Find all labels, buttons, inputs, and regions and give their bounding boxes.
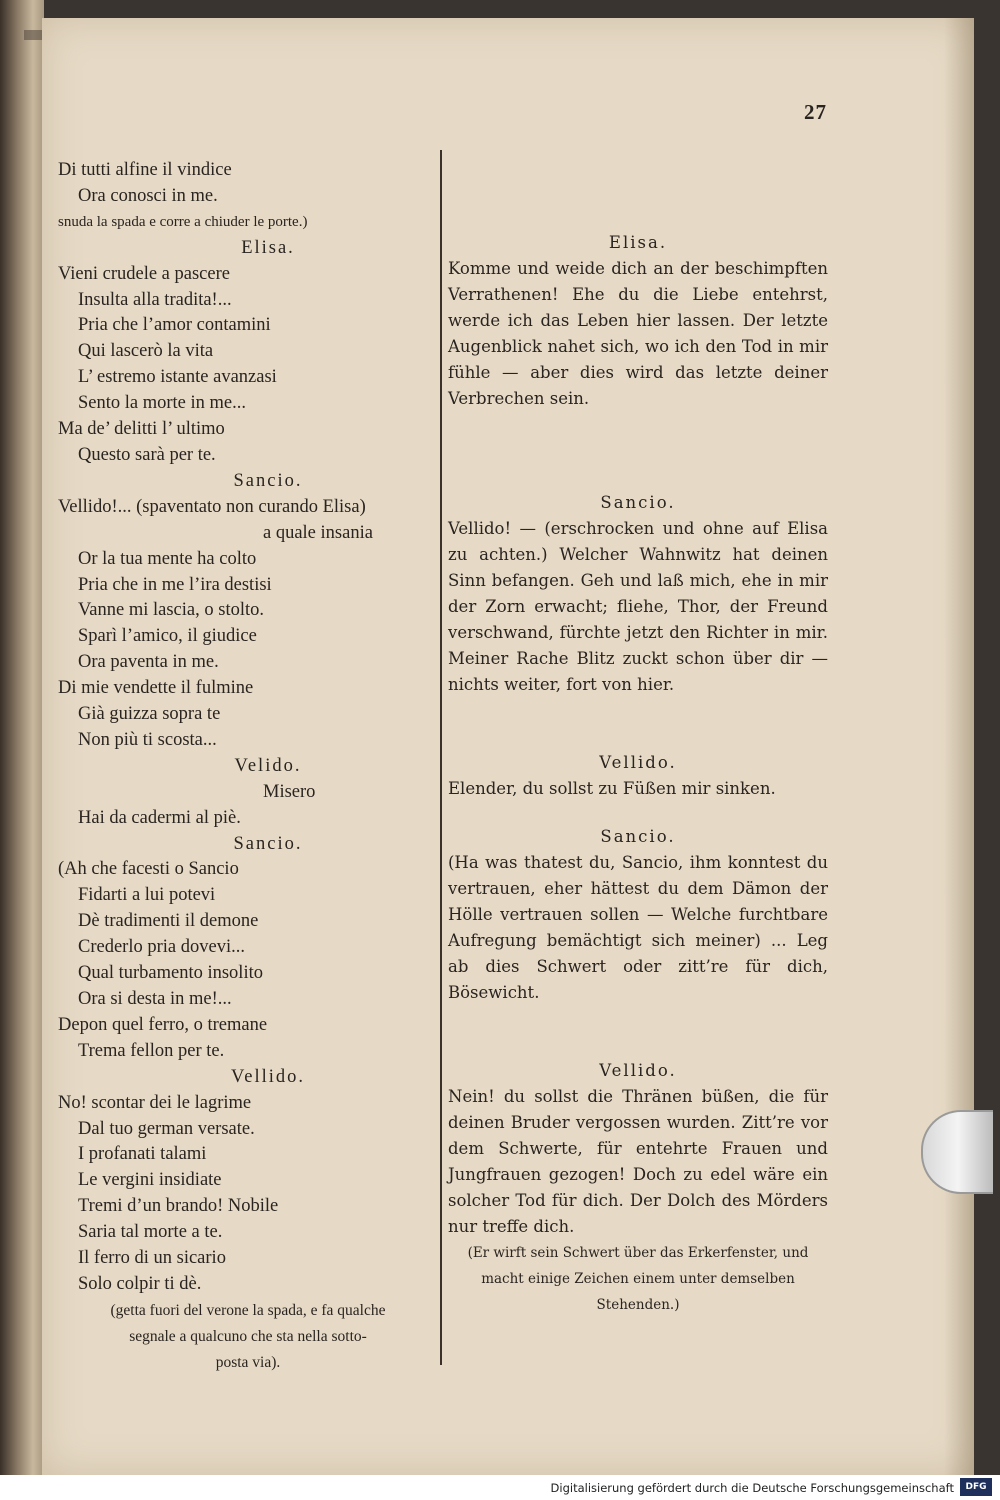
translation-block — [448, 824, 828, 1006]
stage-direction: (Er wirft sein Schwert über das Erkerfenster, und macht einige Zeichen einem unter demselben Stehenden.) — [467, 1245, 809, 1313]
speaker-name: Vellido. — [599, 753, 677, 772]
verse-line: Di mie vendette il fulmine — [58, 678, 254, 699]
page-number: 27 — [804, 100, 827, 124]
verse-line: Trema fellon per te. — [78, 1040, 225, 1061]
book-left-edge — [0, 0, 44, 1475]
verse-line: a quale insania — [263, 522, 373, 543]
verse-line: Le vergini insidiate — [78, 1170, 222, 1191]
verse-line: Ora conosci in me. — [78, 185, 218, 206]
verse-line: Qual turbamento insolito — [78, 963, 263, 984]
translation-block — [448, 1058, 828, 1318]
verse-line: Di tutti alfine il vindice — [58, 160, 232, 180]
speaker-name: Vellido. — [599, 1061, 677, 1080]
verse-line: Hai da cadermi al piè. — [78, 807, 241, 828]
translation-block — [448, 230, 828, 412]
translation-text: Elender, du sollst zu Füßen mir sinken. — [448, 779, 776, 798]
translation-block — [448, 490, 828, 698]
stage-direction: (getta fuori del verone la spada, e fa qualche — [110, 1301, 386, 1319]
verse-line: Insulta alla tradita!... — [78, 289, 232, 310]
speaker-name: Elisa. — [241, 237, 295, 258]
verse-line: Vieni crudele a pascere — [58, 263, 230, 284]
verse-line: Saria tal morte a te. — [78, 1222, 223, 1243]
verse-line: Sparì l’amico, il giudice — [78, 626, 257, 647]
speaker-name: Sancio. — [233, 833, 303, 854]
verse-line: Depon quel ferro, o tremane — [58, 1014, 268, 1035]
verse-line: Fidarti a lui potevi — [78, 885, 216, 906]
speaker-name: Sancio. — [233, 470, 303, 491]
german-translation-column — [448, 230, 828, 1318]
dfg-logo: DFG — [960, 1478, 992, 1496]
speaker-name: Vellido. — [230, 1066, 306, 1087]
verse-line: Non più ti scosta... — [78, 729, 217, 750]
verse-line: Ma de’ delitti l’ ultimo — [58, 419, 225, 440]
translation-text: Komme und weide dich an der beschimpften Verrathenen! Ehe du die Liebe entehrst, werde ich das Leben hier lassen. Der letzte Augenblick nahet sich, wo ich den Tod in mir fühle — aber dies wird das letzte deiner Verbrechen sein. — [448, 259, 828, 408]
page-clip-tab — [921, 1110, 993, 1194]
verse-line: Misero — [263, 781, 316, 802]
verse-line: (Ah che facesti o Sancio — [58, 859, 239, 880]
verse-line: Già guizza sopra te — [78, 704, 221, 725]
page-edge-shadow — [944, 18, 974, 1475]
footer-credit: Digitalisierung gefördert durch die Deutsche Forschungsgemeinschaft — [550, 1481, 954, 1495]
verse-line: Sento la morte in me... — [78, 393, 247, 414]
verse-line: Solo colpir ti dè. — [78, 1273, 202, 1294]
verse-line: Tremi d’un brando! Nobile — [78, 1196, 279, 1217]
italian-text-column — [58, 158, 438, 1376]
speaker-name: Velido. — [234, 755, 302, 776]
verse-line: Ora paventa in me. — [78, 652, 219, 673]
verse-line: Vellido!... (spaventato non curando Elisa) — [58, 496, 366, 517]
verse-line: Ora si desta in me!... — [78, 989, 232, 1009]
speaker-name: Sancio. — [600, 493, 676, 512]
verse-line: Crederlo pria dovevi... — [78, 937, 245, 958]
translation-text: (Ha was thatest du, Sancio, ihm konntest du vertrauen, eher hättest du dem Dämon der Hölle vertrauen sollen — Welche furchtbare Aufregung bemächtigt sich meiner) ... Leg ab dies Schwert oder zitt’re für dich, Bösewicht. — [448, 853, 828, 1002]
stage-direction: segnale a qualcuno che sta nella sotto- — [129, 1327, 367, 1345]
verse-line: Pria che in me l’ira destisi — [78, 574, 272, 595]
translation-block — [448, 750, 828, 802]
verse-line: Dal tuo german versate. — [78, 1118, 255, 1139]
verse-line: Or la tua mente ha colto — [78, 548, 257, 569]
column-divider — [440, 150, 442, 1365]
translation-text: Nein! du sollst die Thränen büßen, die für deinen Bruder vergossen wurden. Zitt’re vor dem Schwerte, für entehrte Frauen und Jungfrauen gezogen! Doch zu edel wäre ein solcher Tod für dich. Der Dolch des Mörders nur treffe dich. — [448, 1087, 828, 1236]
verse-line: Il ferro di un sicario — [78, 1248, 226, 1269]
verse-line: No! scontar dei le lagrime — [58, 1092, 252, 1113]
verse-line: I profanati talami — [78, 1144, 207, 1165]
speaker-name: Elisa. — [608, 233, 668, 252]
verse-line: Vanne mi lascia, o stolto. — [78, 600, 264, 621]
verse-line: Pria che l’amor contamini — [78, 315, 271, 336]
verse-line: Dè tradimenti il demone — [78, 911, 259, 932]
speaker-name: Sancio. — [600, 827, 676, 846]
stage-direction: posta via). — [215, 1353, 281, 1371]
verse-line: Qui lascerò la vita — [78, 341, 214, 362]
verse-line: Questo sarà per te. — [78, 444, 216, 465]
verse-line: L’ estremo istante avanzasi — [78, 367, 277, 388]
stage-direction: snuda la spada e corre a chiuder le porte.) — [58, 213, 308, 230]
translation-text: Vellido! — (erschrocken und ohne auf Elisa zu achten.) Welcher Wahnwitz hat deinen Sinn befangen. Geh und laß mich, ehe in mir der Zorn erwacht; fliehe, Thor, der Freund verschwand, fürchte jetzt den Richter in mir. Meiner Rache Blitz zuckt schon über dir — nichts weiter, fort von hier. — [448, 519, 828, 694]
